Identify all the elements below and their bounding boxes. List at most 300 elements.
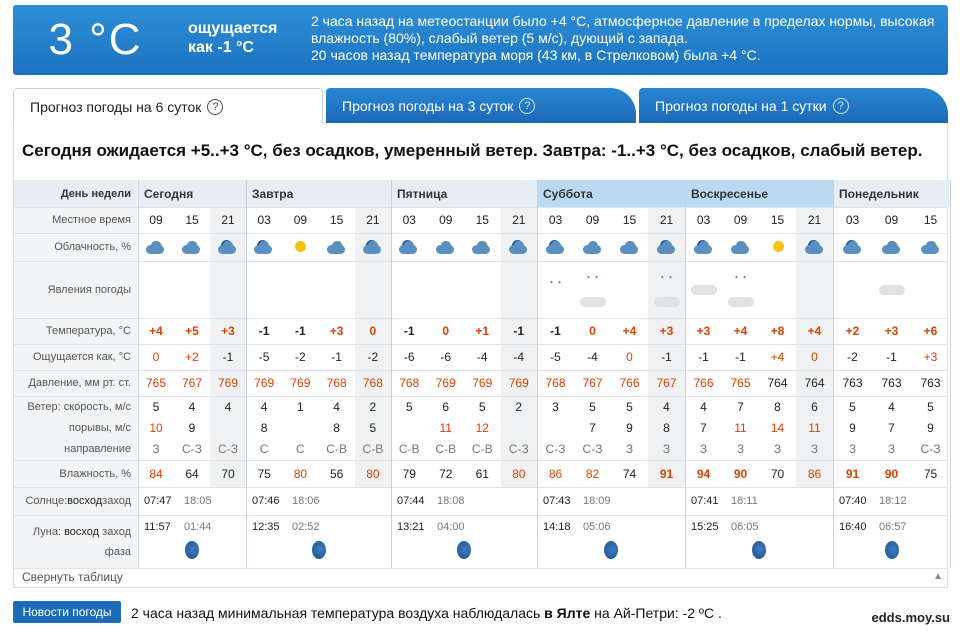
humidity-cell: 80 <box>293 466 308 481</box>
pressure-cell: 766 <box>619 376 640 390</box>
temperature-cell: 0 <box>589 324 596 338</box>
label-sun-set: заход <box>102 495 131 507</box>
station-report-line3: 20 часов назад температура моря (43 км, в Стрелковом) была +4 °C. <box>311 47 761 63</box>
time-cell: 15 <box>622 213 637 227</box>
temperature-cell: +3 <box>329 324 344 338</box>
moonrise-time: 12:35 <box>252 521 280 533</box>
phenomena-cell <box>537 261 574 318</box>
sunset-time: 18:09 <box>583 495 611 507</box>
sun-glyph <box>768 239 788 255</box>
temperature-cell: -1 <box>403 324 415 338</box>
feels-cell: -1 <box>886 350 897 364</box>
feels-cell: 0 <box>152 350 160 364</box>
pressure-cell: 768 <box>326 376 347 390</box>
direction-cell: С-З <box>920 442 941 456</box>
direction-cell: З <box>773 442 782 456</box>
humidity-cell: 86 <box>548 466 563 481</box>
direction-cell: С <box>259 442 269 456</box>
feels-cell: +2 <box>185 350 199 364</box>
site-watermark: edds.moy.su <box>871 610 950 625</box>
label-moon-set: заход <box>102 525 131 538</box>
tab-6-days-label: Прогноз погоды на 6 суток <box>30 98 202 115</box>
time-cell: 03 <box>257 213 271 227</box>
collapse-arrow-icon[interactable]: ▲ <box>933 571 943 582</box>
gust-cell: 14 <box>770 421 785 435</box>
phenomena-cell <box>464 261 501 318</box>
moonrise-time: 13:21 <box>397 521 425 533</box>
fog-icon <box>654 297 680 307</box>
phenomena-cell <box>911 261 950 318</box>
moonrise-time: 14:18 <box>543 521 571 533</box>
phenomena-cell <box>501 261 538 318</box>
help-icon[interactable]: ? <box>519 98 535 114</box>
feels-cell: -1 <box>735 350 746 364</box>
time-cell: 03 <box>548 213 563 227</box>
direction-cell: С-В <box>471 442 493 456</box>
feels-cell: -2 <box>847 350 858 364</box>
cloud-moon-icon <box>246 233 282 261</box>
day-header: Сегодня <box>138 180 246 207</box>
gust-cell: 8 <box>260 421 268 435</box>
help-icon[interactable]: ? <box>207 99 223 115</box>
gust-cell: 10 <box>149 421 163 435</box>
moon-cloud-glyph <box>509 239 529 255</box>
sunrise-time: 07:46 <box>252 495 280 507</box>
time-cell: 15 <box>475 213 489 227</box>
sunrise-time: 07:47 <box>144 495 172 507</box>
snow-icon: ⋆ ⋆ <box>733 272 748 282</box>
cloud-sun-glyph <box>146 239 166 255</box>
cloud-moon-glyph <box>657 239 677 255</box>
pressure-cell: 768 <box>399 376 420 390</box>
direction-cell: С-З <box>545 442 566 456</box>
humidity-cell: 82 <box>585 466 600 481</box>
moonset-time: 06:05 <box>731 521 759 533</box>
cloud-moon-glyph <box>218 239 238 255</box>
direction-cell: З <box>810 442 819 456</box>
feels-cell: -2 <box>367 350 379 364</box>
wind-speed-cell: 4 <box>888 400 895 414</box>
gust-cell: 9 <box>927 421 934 435</box>
fog-icon <box>580 297 606 307</box>
temperature-cell: -1 <box>513 324 525 338</box>
wind-speed-cell: 4 <box>700 400 707 414</box>
humidity-cell: 91 <box>659 466 674 481</box>
moon-cloud-glyph <box>843 239 863 255</box>
pressure-cell: 767 <box>656 376 677 390</box>
fog-icon <box>879 285 905 295</box>
phenomena-cell <box>138 261 174 318</box>
sun-icon <box>282 233 318 261</box>
time-cell: 21 <box>221 213 235 227</box>
day-header: Суббота <box>537 180 685 207</box>
time-cell: 03 <box>696 213 711 227</box>
cloud-sun-icon <box>911 233 950 261</box>
time-cell: 15 <box>770 213 785 227</box>
sunset-time: 18:06 <box>292 495 320 507</box>
cloud-moon-glyph <box>399 239 419 255</box>
label-feels: Ощущается как, °C <box>14 344 137 370</box>
time-cell: 09 <box>884 213 899 227</box>
phenomena-cell <box>872 261 911 318</box>
label-sun-rise: восход <box>67 495 103 507</box>
pressure-cell: 768 <box>545 376 566 390</box>
sun-cloud-icon <box>319 233 355 261</box>
pressure-cell: 765 <box>145 376 167 390</box>
humidity-cell: 84 <box>149 466 163 481</box>
phenomena-cell <box>796 261 833 318</box>
snow-icon: ⋆ ⋆ <box>659 272 674 282</box>
cloud-moon-icon <box>391 233 428 261</box>
gust-cell: 11 <box>734 421 747 435</box>
temperature-cell: +6 <box>923 324 938 338</box>
wind-speed-cell: 3 <box>552 400 559 414</box>
moonrise-time: 16:40 <box>839 521 867 533</box>
temperature-cell: 0 <box>442 324 450 338</box>
direction-cell: С-В <box>398 442 420 456</box>
gust-cell <box>537 418 574 438</box>
feels-cell: 0 <box>811 350 818 364</box>
time-cell: 09 <box>149 213 163 227</box>
sunrise-time: 07:40 <box>839 495 867 507</box>
pressure-cell: 767 <box>181 376 203 390</box>
time-cell: 21 <box>512 213 526 227</box>
gust-cell: 9 <box>626 421 633 435</box>
cloud-moon-glyph <box>694 239 714 255</box>
moonset-time: 02:52 <box>292 521 320 533</box>
cloud-icon <box>428 233 465 261</box>
humidity-cell: 70 <box>770 466 785 481</box>
current-weather-banner <box>13 5 948 75</box>
forecast-summary: Сегодня ожидается +5..+3 °C, без осадков, умеренный ветер. Завтра: -1..+3 °C, без осадков, слабый ветер. <box>22 141 923 160</box>
time-cell: 03 <box>402 213 416 227</box>
wind-speed-cell: 5 <box>626 400 633 414</box>
sun-cloud-icon <box>464 233 501 261</box>
phenomena-cell <box>174 261 210 318</box>
moon-cloud-glyph <box>805 239 825 255</box>
station-report-line1: 2 часа назад на метеостанции было +4 °C, атмосферное давление в пределах нормы, высокая <box>311 13 935 29</box>
snow-icon: ⋆ ⋆ <box>548 277 563 287</box>
temperature-cell: +3 <box>221 324 235 338</box>
label-direction: направление <box>14 438 137 460</box>
cloud-sun-glyph <box>731 239 751 255</box>
moon-phase-icon <box>752 541 766 559</box>
humidity-cell: 72 <box>439 466 453 481</box>
tab-6-days[interactable] <box>13 88 323 124</box>
gust-cell <box>282 418 318 438</box>
news-text-bold: в Ялте <box>544 605 591 621</box>
phenomena-cell <box>355 261 391 318</box>
temperature-cell: +2 <box>845 324 860 338</box>
sun-cloud-icon <box>872 233 911 261</box>
humidity-cell: 90 <box>733 466 748 481</box>
direction-cell: С-В <box>435 442 457 456</box>
feels-cell: -6 <box>403 350 415 364</box>
feels-cell: -4 <box>587 350 598 364</box>
phenomena-cell <box>833 261 872 318</box>
sunset-time: 18:12 <box>879 495 907 507</box>
tab-1-day[interactable] <box>639 88 948 124</box>
direction-cell: З <box>625 442 634 456</box>
cloud-sun-glyph <box>182 239 202 255</box>
station-report <box>311 13 943 64</box>
wind-speed-cell: 4 <box>333 400 340 414</box>
time-cell: 03 <box>845 213 860 227</box>
feels-cell: -5 <box>258 350 270 364</box>
day-header: Пятница <box>391 180 537 207</box>
pressure-cell: 769 <box>290 376 311 390</box>
humidity-cell: 79 <box>402 466 416 481</box>
direction-cell: С <box>296 442 305 456</box>
temperature-cell: +3 <box>884 324 899 338</box>
direction-cell: З <box>736 442 745 456</box>
row-divider <box>14 515 948 516</box>
time-cell: 15 <box>923 213 938 227</box>
sun-icon <box>759 233 796 261</box>
forecast-table <box>14 180 948 568</box>
gust-cell: 11 <box>808 421 821 435</box>
tab-3-days-label: Прогноз погоды на 3 суток <box>342 98 514 114</box>
cloud-sun-icon <box>611 233 648 261</box>
label-sun-prefix: Солнце: <box>25 495 68 507</box>
wind-speed-cell: 4 <box>224 400 232 414</box>
moon-phase-icon <box>185 541 199 559</box>
day-separator <box>950 180 951 568</box>
wind-speed-cell: 5 <box>478 400 486 414</box>
sunset-time: 18:05 <box>184 495 212 507</box>
label-moon-prefix: Луна: <box>32 525 65 538</box>
sunset-time: 18:08 <box>437 495 465 507</box>
label-gusts: порывы, м/с <box>14 418 137 438</box>
pressure-cell: 763 <box>842 376 863 390</box>
temperature-cell: -1 <box>295 324 306 338</box>
temperature-cell: -1 <box>550 324 561 338</box>
temperature-cell: -1 <box>258 324 270 338</box>
sunrise-time: 07:44 <box>397 495 425 507</box>
sun-cloud-glyph <box>472 239 492 255</box>
moon-cloud-glyph <box>363 239 383 255</box>
day-header: Завтра <box>246 180 391 207</box>
feels-cell: -1 <box>331 350 342 364</box>
current-temperature: 3 °C <box>48 15 143 64</box>
humidity-cell: 70 <box>221 466 235 481</box>
moonset-time: 05:06 <box>583 521 611 533</box>
collapse-table-link[interactable]: Свернуть таблицу <box>22 570 123 584</box>
gust-cell <box>501 418 538 438</box>
humidity-cell: 94 <box>696 466 711 481</box>
time-cell: 21 <box>659 213 674 227</box>
time-cell: 15 <box>329 213 344 227</box>
moon-phase-icon <box>885 541 899 559</box>
tab-3-days[interactable] <box>326 88 636 124</box>
temperature-cell: +3 <box>696 324 711 338</box>
day-header: Понедельник <box>833 180 950 207</box>
moon-cloud-icon <box>501 233 538 261</box>
fog-icon <box>691 285 717 295</box>
pressure-cell: 767 <box>582 376 603 390</box>
moon-cloud-icon <box>833 233 872 261</box>
temperature-cell: +3 <box>659 324 674 338</box>
weather-news-bar <box>0 601 960 637</box>
phenomena-cell <box>391 261 428 318</box>
time-cell: 09 <box>293 213 308 227</box>
label-moon-rise: восход <box>64 525 100 538</box>
humidity-cell: 86 <box>807 466 822 481</box>
temperature-cell: 0 <box>369 324 377 338</box>
wind-speed-cell: 4 <box>188 400 196 414</box>
temperature-cell: +4 <box>807 324 822 338</box>
phenomena-cell <box>759 261 796 318</box>
wind-speed-cell: 2 <box>369 400 377 414</box>
wind-speed-cell: 5 <box>152 400 160 414</box>
direction-cell: С-З <box>182 442 202 456</box>
feels-cell: -5 <box>550 350 561 364</box>
news-text-after: на Ай-Петри: -2 ºС . <box>590 605 722 621</box>
phenomena-cell <box>319 261 355 318</box>
feels-like-line2: как -1 °C <box>188 39 254 56</box>
feels-cell: -1 <box>222 350 234 364</box>
pressure-cell: 769 <box>254 376 275 390</box>
wind-speed-cell: 5 <box>589 400 596 414</box>
gust-cell: 5 <box>369 421 377 435</box>
temperature-cell: +4 <box>733 324 748 338</box>
gust-cell: 7 <box>700 421 707 435</box>
direction-cell: С-В <box>362 442 384 456</box>
pressure-cell: 769 <box>472 376 493 390</box>
pressure-cell: 764 <box>804 376 825 390</box>
direction-cell: С-В <box>326 442 347 456</box>
direction-cell: З <box>662 442 671 456</box>
gust-cell: 12 <box>475 421 489 435</box>
cloud-moon-icon <box>210 233 246 261</box>
cloud-sun-glyph <box>921 239 941 255</box>
moonset-time: 06:57 <box>879 521 907 533</box>
label-time: Местное время <box>14 207 137 233</box>
phenomena-cell <box>611 261 648 318</box>
label-moon-line <box>33 526 131 538</box>
label-day: День недели <box>14 180 137 207</box>
pressure-cell: 763 <box>881 376 902 390</box>
wind-speed-cell: 8 <box>774 400 781 414</box>
forecast-tabs <box>13 88 948 124</box>
humidity-cell: 64 <box>185 466 199 481</box>
feels-cell: -6 <box>440 350 452 364</box>
snow-icon: ⋆ ⋆ <box>585 272 600 282</box>
gust-cell: 8 <box>333 421 340 435</box>
cloud-sun-glyph <box>620 239 640 255</box>
moon-cloud-icon <box>796 233 833 261</box>
moonrise-time: 11:57 <box>144 521 171 533</box>
feels-cell: +3 <box>923 350 938 364</box>
station-report-line2: влажность (80%), слабый ветер (5 м/с), дующий с запада. <box>311 30 689 46</box>
cloud-snow-glyph <box>583 239 603 255</box>
cloud-moon-glyph <box>254 239 274 255</box>
phenomena-cell <box>282 261 318 318</box>
feels-cell: -1 <box>661 350 672 364</box>
day-header: Воскресенье <box>685 180 833 207</box>
cloud-moon-icon <box>648 233 685 261</box>
cloud-moon-icon <box>685 233 722 261</box>
time-cell: 21 <box>807 213 822 227</box>
temperature-cell: +4 <box>149 324 163 338</box>
humidity-cell: 56 <box>329 466 344 481</box>
wind-speed-cell: 7 <box>737 400 744 414</box>
humidity-cell: 61 <box>475 466 489 481</box>
gust-cell: 8 <box>663 421 670 435</box>
cloud-sun-icon <box>722 233 759 261</box>
direction-cell: З <box>152 442 160 456</box>
pressure-cell: 769 <box>508 376 529 390</box>
phenomena-cell <box>574 261 611 318</box>
time-cell: 21 <box>366 213 380 227</box>
humidity-cell: 75 <box>923 466 938 481</box>
phenomena-cell <box>246 261 282 318</box>
label-phase: фаза <box>104 545 131 558</box>
moon-phase-icon <box>457 541 471 559</box>
weather-news-button[interactable]: Новости погоды <box>13 601 121 623</box>
sun-glyph <box>290 239 310 255</box>
temperature-cell: +5 <box>185 324 199 338</box>
direction-cell: С-З <box>508 442 529 456</box>
wind-speed-cell: 5 <box>849 400 856 414</box>
cloud-glyph <box>436 239 456 255</box>
moon-cloud-icon <box>355 233 391 261</box>
gust-cell <box>210 418 246 438</box>
feels-cell: -1 <box>698 350 709 364</box>
row-divider <box>14 487 948 488</box>
pressure-cell: 766 <box>693 376 714 390</box>
time-cell: 09 <box>585 213 600 227</box>
moon-phase-icon <box>312 541 326 559</box>
humidity-cell: 80 <box>512 466 526 481</box>
fog-icon <box>728 297 754 307</box>
row-divider <box>14 568 948 569</box>
wind-speed-cell: 2 <box>515 400 523 414</box>
help-icon[interactable]: ? <box>833 98 849 114</box>
temperature-cell: +1 <box>475 324 490 338</box>
time-cell: 15 <box>185 213 199 227</box>
wind-speed-cell: 5 <box>405 400 413 414</box>
weather-news-text <box>131 605 722 621</box>
feels-like-line1: ощущается <box>188 20 278 37</box>
humidity-cell: 90 <box>884 466 899 481</box>
moonset-time: 04:00 <box>437 521 465 533</box>
sunrise-time: 07:43 <box>543 495 571 507</box>
cloud-moon-glyph <box>546 239 566 255</box>
cloud-sun-icon <box>138 233 174 261</box>
phenomena-cell <box>722 261 759 318</box>
news-text-before: 2 часа назад минимальная температура воздуха наблюдалась <box>131 605 545 621</box>
phenomena-cell <box>685 261 722 318</box>
direction-cell: З <box>887 442 896 456</box>
direction-cell: З <box>848 442 857 456</box>
gust-cell: 11 <box>439 421 452 435</box>
pressure-cell: 763 <box>920 376 941 390</box>
time-cell: 09 <box>439 213 453 227</box>
direction-cell: З <box>699 442 708 456</box>
temperature-cell: +4 <box>622 324 637 338</box>
cloud-moon-icon <box>537 233 574 261</box>
label-humidity: Влажность, % <box>14 460 137 487</box>
label-wind-speed: Ветер: скорость, м/с <box>14 396 137 418</box>
label-cloud: Облачность, % <box>14 233 137 261</box>
humidity-cell: 74 <box>622 466 637 481</box>
pressure-cell: 769 <box>435 376 456 390</box>
moonset-time: 01:44 <box>184 521 212 533</box>
label-moon <box>14 515 137 568</box>
sunset-time: 18:11 <box>731 495 758 507</box>
sun-cloud-glyph <box>882 239 902 255</box>
